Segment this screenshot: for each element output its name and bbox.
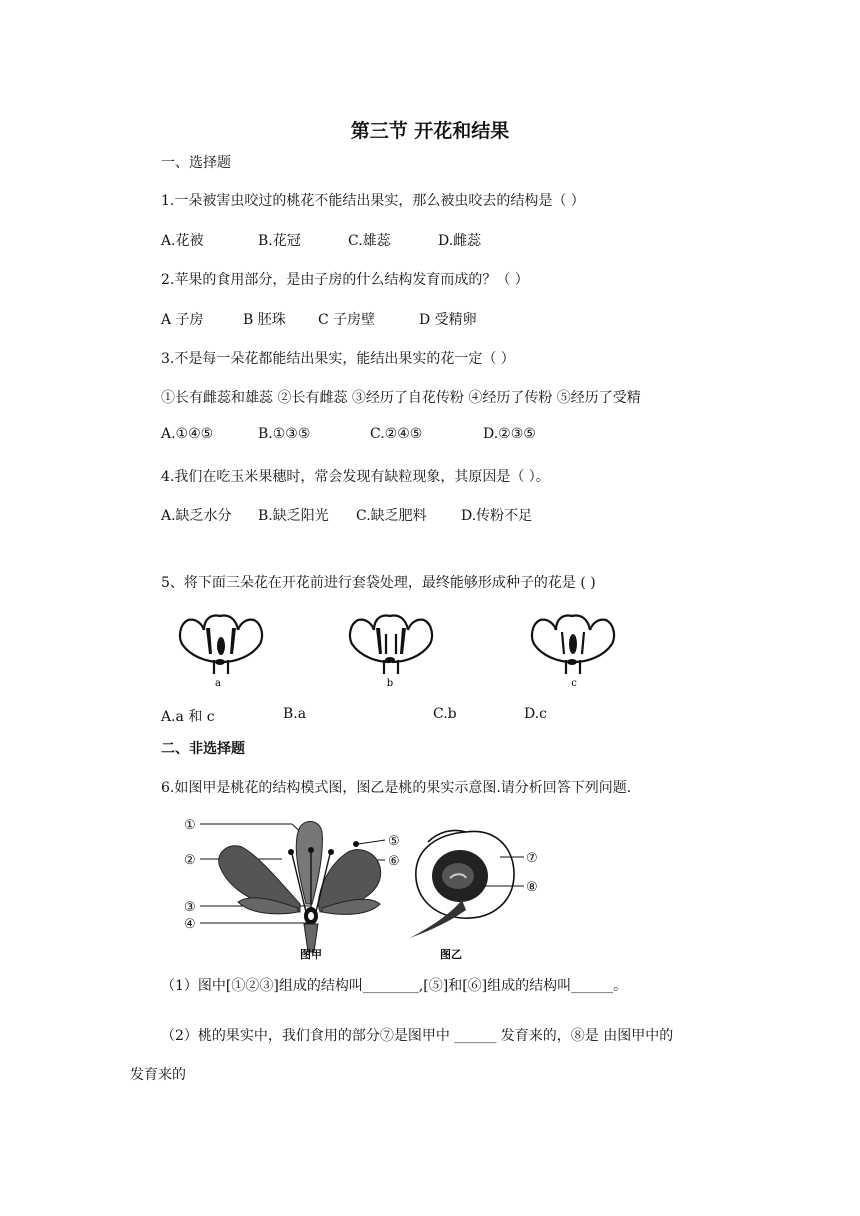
q6-sub-2: （2）桃的果实中，我们食用的部分⑦是图甲中 ______ 发育来的，⑧是 由图甲中的	[161, 1028, 674, 1044]
q3-option-c: C.②④⑤	[370, 426, 423, 442]
flower-c-figure	[528, 610, 618, 690]
section-heading-choice: 一、选择题	[161, 155, 231, 171]
q2-option-a: A 子房	[161, 312, 204, 328]
marker-8: ⑧	[526, 880, 538, 895]
flower-c-label: c	[571, 678, 577, 689]
q1-option-c: C.雄蕊	[348, 233, 391, 249]
q5-option-b: B.a	[283, 706, 307, 722]
question-2-stem: 2.苹果的食用部分，是由子房的什么结构发育而成的？（ ）	[161, 272, 529, 288]
flower-b-figure	[346, 610, 436, 690]
question-1-stem: 1.一朵被害虫咬过的桃花不能结出果实，那么被虫咬去的结构是（ ）	[161, 193, 585, 209]
marker-6: ⑥	[388, 854, 400, 869]
q4-option-c: C.缺乏肥料	[356, 508, 427, 524]
q5-option-d: D.c	[524, 706, 548, 722]
q2-option-d: D 受精卵	[419, 312, 477, 328]
q2-option-b: B 胚珠	[243, 312, 286, 328]
page-title: 第三节 开花和结果	[350, 120, 510, 142]
figure-peach-fruit	[396, 812, 551, 962]
q3-option-a: A.①④⑤	[161, 426, 214, 442]
q5-option-a: A.a 和 c	[161, 709, 215, 725]
marker-1: ①	[184, 818, 196, 833]
q4-option-b: B.缺乏阳光	[258, 508, 329, 524]
marker-4: ④	[184, 917, 196, 932]
q1-option-d: D.雌蕊	[438, 233, 482, 249]
question-3-items: ①长有雌蕊和雄蕊 ②长有雌蕊 ③经历了自花传粉 ④经历了传粉 ⑤经历了受精	[161, 390, 641, 406]
q6-sub-1: （1）图中[①②③]组成的结构叫________,[⑤]和[⑥]组成的结构叫______。	[161, 978, 628, 994]
marker-7: ⑦	[526, 851, 538, 866]
section-heading-nonchoice: 二、非选择题	[161, 741, 245, 757]
q6-sub-2-continued: 发育来的	[130, 1067, 186, 1083]
flower-a-label: a	[215, 678, 221, 689]
marker-5: ⑤	[388, 834, 400, 849]
q3-option-d: D.②③⑤	[483, 426, 536, 442]
question-4-stem: 4.我们在吃玉米果穗时，常会发现有缺粒现象，其原因是（ ）。	[161, 469, 550, 485]
marker-2: ②	[184, 853, 196, 868]
q1-option-b: B.花冠	[258, 233, 301, 249]
q1-option-a: A.花被	[161, 233, 204, 249]
figure-peach-flower	[180, 812, 415, 962]
question-3-stem: 3.不是每一朵花都能结出果实，能结出果实的花一定（ ）	[161, 351, 515, 367]
marker-3: ③	[184, 900, 196, 915]
flower-a-figure	[176, 610, 266, 690]
q2-option-c: C 子房壁	[318, 312, 376, 328]
flower-b-label: b	[386, 678, 394, 689]
question-6-stem: 6.如图甲是桃花的结构模式图，图乙是桃的果实示意图.请分析回答下列问题.	[161, 780, 632, 796]
q4-option-d: D.传粉不足	[461, 508, 533, 524]
q4-option-a: A.缺乏水分	[161, 508, 232, 524]
figure-caption-b: 图乙	[440, 948, 462, 961]
figure-caption-a: 图甲	[300, 948, 322, 961]
q5-option-c: C.b	[433, 706, 457, 722]
q3-option-b: B.①③⑤	[258, 426, 311, 442]
question-5-stem: 5、将下面三朵花在开花前进行套袋处理，最终能够形成种子的花是 ( )	[161, 575, 596, 591]
